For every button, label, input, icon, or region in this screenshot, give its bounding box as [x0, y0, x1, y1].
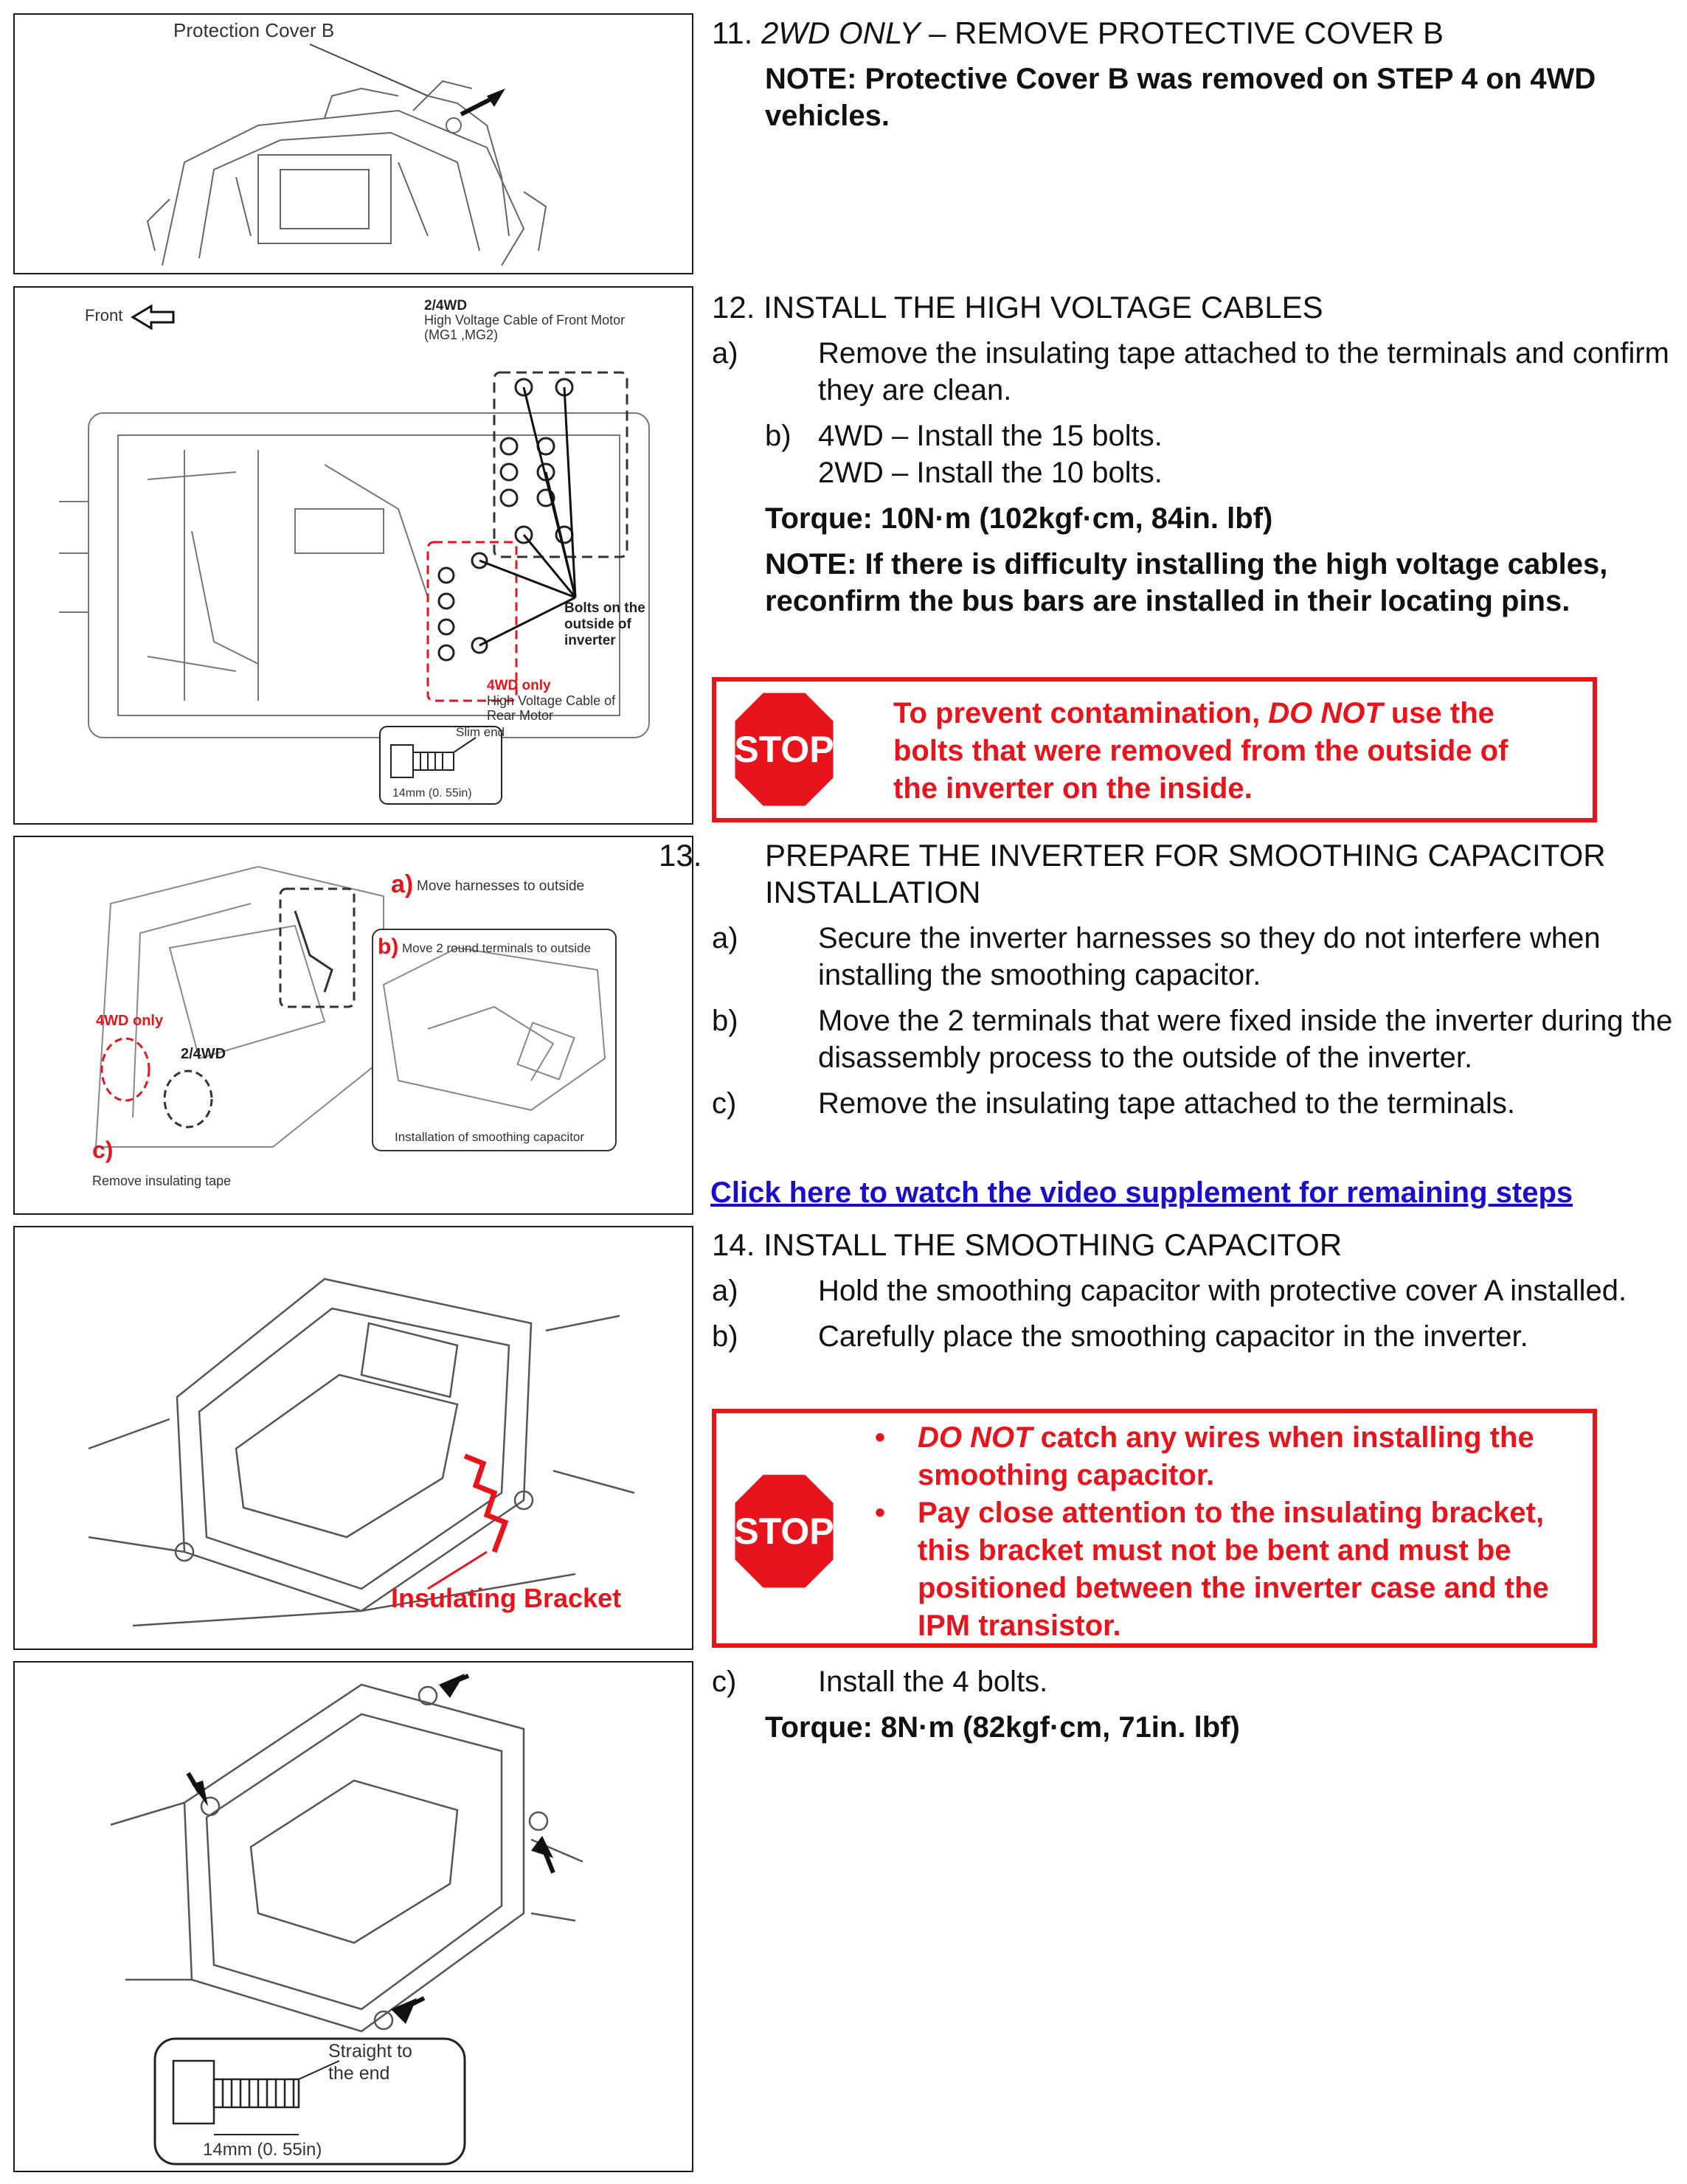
bolt-install-diagram [15, 1663, 693, 2172]
step-14-continued [712, 1663, 1678, 1746]
protection-cover-diagram [15, 15, 693, 274]
label-straight-line2: the end [328, 2063, 390, 2084]
prepare-inverter-diagram [15, 837, 693, 1215]
figure-prepare-inverter [13, 836, 693, 1215]
step-13-heading: 13. PREPARE THE INVERTER FOR SMOOTHING CAPACITOR INSTALLATION [659, 838, 1606, 909]
warning-box-contamination [712, 677, 1597, 822]
step-11 [712, 15, 1678, 134]
figure-insulating-bracket [13, 1226, 693, 1650]
step-13 [659, 837, 1678, 1122]
label-c-key: c) [92, 1137, 114, 1163]
label-straight-line1: Straight to [328, 2041, 412, 2062]
label-4wd-only-f3: 4WD only [96, 1013, 164, 1029]
stop-sign-text: STOP [734, 729, 834, 770]
step-14-torque: Torque: 8N·m (82kgf·cm, 71in. lbf) [765, 1711, 1240, 1744]
step-14 [712, 1227, 1678, 1355]
step-14-a: a) Hold the smoothing capacitor with protective cover A installed. [712, 1275, 1627, 1307]
label-insulating-bracket: Insulating Bracket [391, 1583, 622, 1613]
label-move-terminals: Move 2 round terminals to outside [402, 941, 592, 955]
warning-text-contamination: To prevent contamination, DO NOT use the bolts that were removed from the outside of the inverter on the inside. [893, 697, 1508, 805]
label-a-key: a) [391, 870, 414, 898]
high-voltage-cable-diagram [15, 288, 693, 825]
label-slim-end: Slim end [456, 725, 505, 739]
label-bolts-line3: inverter [564, 633, 616, 648]
video-link-container [710, 1176, 1573, 1210]
warning-bullet-bracket: • Pay close attention to the insulating bracket, this bracket must not be bent and must be positioned between the inverter case and the IPM transistor. [875, 1494, 1583, 1645]
smoothing-capacitor-diagram [15, 1227, 693, 1650]
label-bolts-line1: Bolts on the [564, 600, 645, 616]
label-cable-line2: (MG1 ,MG2) [424, 327, 499, 342]
stop-sign-icon [732, 690, 836, 808]
label-front: Front [85, 306, 123, 325]
label-rear-line2: Rear Motor [487, 708, 554, 723]
video-supplement-link[interactable]: Click here to watch the video supplement for remaining steps [710, 1176, 1573, 1209]
label-installation-capacitor: Installation of smoothing capacitor [395, 1130, 585, 1144]
label-4wd-only: 4WD only [487, 678, 551, 693]
step-12-note: NOTE: If there is difficulty installing the high voltage cables, reconfirm the bus bars are installed in their locating pins. [765, 548, 1608, 617]
step-12-b: b) 4WD – Install the 15 bolts. [765, 420, 1163, 452]
step-14-c: c) Install the 4 bolts. [712, 1665, 1048, 1698]
label-b-key: b) [378, 935, 399, 959]
figure-protection-cover-b [13, 13, 693, 274]
step-12-torque: Torque: 10N·m (102kgf·cm, 84in. lbf) [765, 502, 1273, 535]
step-13-a: a) Secure the inverter harnesses so they do not interfere when installing the smoothing capacitor. [712, 922, 1601, 991]
front-arrow-icon [133, 306, 173, 328]
figure-high-voltage-cables [13, 286, 693, 825]
stop-sign-icon-2 [732, 1472, 836, 1590]
label-cable-line1: High Voltage Cable of Front Motor [424, 313, 626, 327]
label-bolts-line2: outside of [564, 617, 631, 632]
step-11-note: NOTE: Protective Cover B was removed on STEP 4 on 4WD vehicles. [765, 63, 1596, 132]
step-11-heading: 11. 2WD ONLY – REMOVE PROTECTIVE COVER B [712, 15, 1444, 50]
label-cable-title: 2/4WD [424, 298, 468, 313]
step-12-heading: 12. INSTALL THE HIGH VOLTAGE CABLES [712, 290, 1323, 325]
label-move-harnesses: Move harnesses to outside [417, 878, 585, 894]
warning-bullet-wires: • DO NOT catch any wires when installing the smoothing capacitor. [875, 1419, 1583, 1494]
label-bolt-size: 14mm (0. 55in) [392, 787, 472, 800]
step-12-b-2wd: 2WD – Install the 10 bolts. [818, 457, 1163, 489]
step-13-b: b) Move the 2 terminals that were fixed inside the inverter during the disassembly process to the outside of the inverter. [712, 1005, 1673, 1074]
step-12 [712, 289, 1678, 620]
label-2-4wd-f3: 2/4WD [181, 1046, 226, 1062]
warning-box-wires-bracket [712, 1409, 1597, 1648]
warning-text-wires-bracket [875, 1419, 1583, 1645]
step-12-a: a) Remove the insulating tape attached to the terminals and confirm they are clean. [712, 337, 1669, 406]
label-protection-cover-b: Protection Cover B [173, 19, 335, 41]
stop-sign-text-2: STOP [734, 1511, 834, 1552]
label-remove-tape: Remove insulating tape [92, 1174, 232, 1188]
step-13-c: c) Remove the insulating tape attached to the terminals. [712, 1087, 1515, 1120]
step-14-heading: 14. INSTALL THE SMOOTHING CAPACITOR [712, 1227, 1343, 1262]
label-rear-line1: High Voltage Cable of [487, 693, 616, 708]
figure-install-bolts [13, 1661, 693, 2172]
label-bolt-size-f5: 14mm (0. 55in) [203, 2140, 322, 2160]
step-14-b: b) Carefully place the smoothing capacitor in the inverter. [712, 1320, 1528, 1353]
